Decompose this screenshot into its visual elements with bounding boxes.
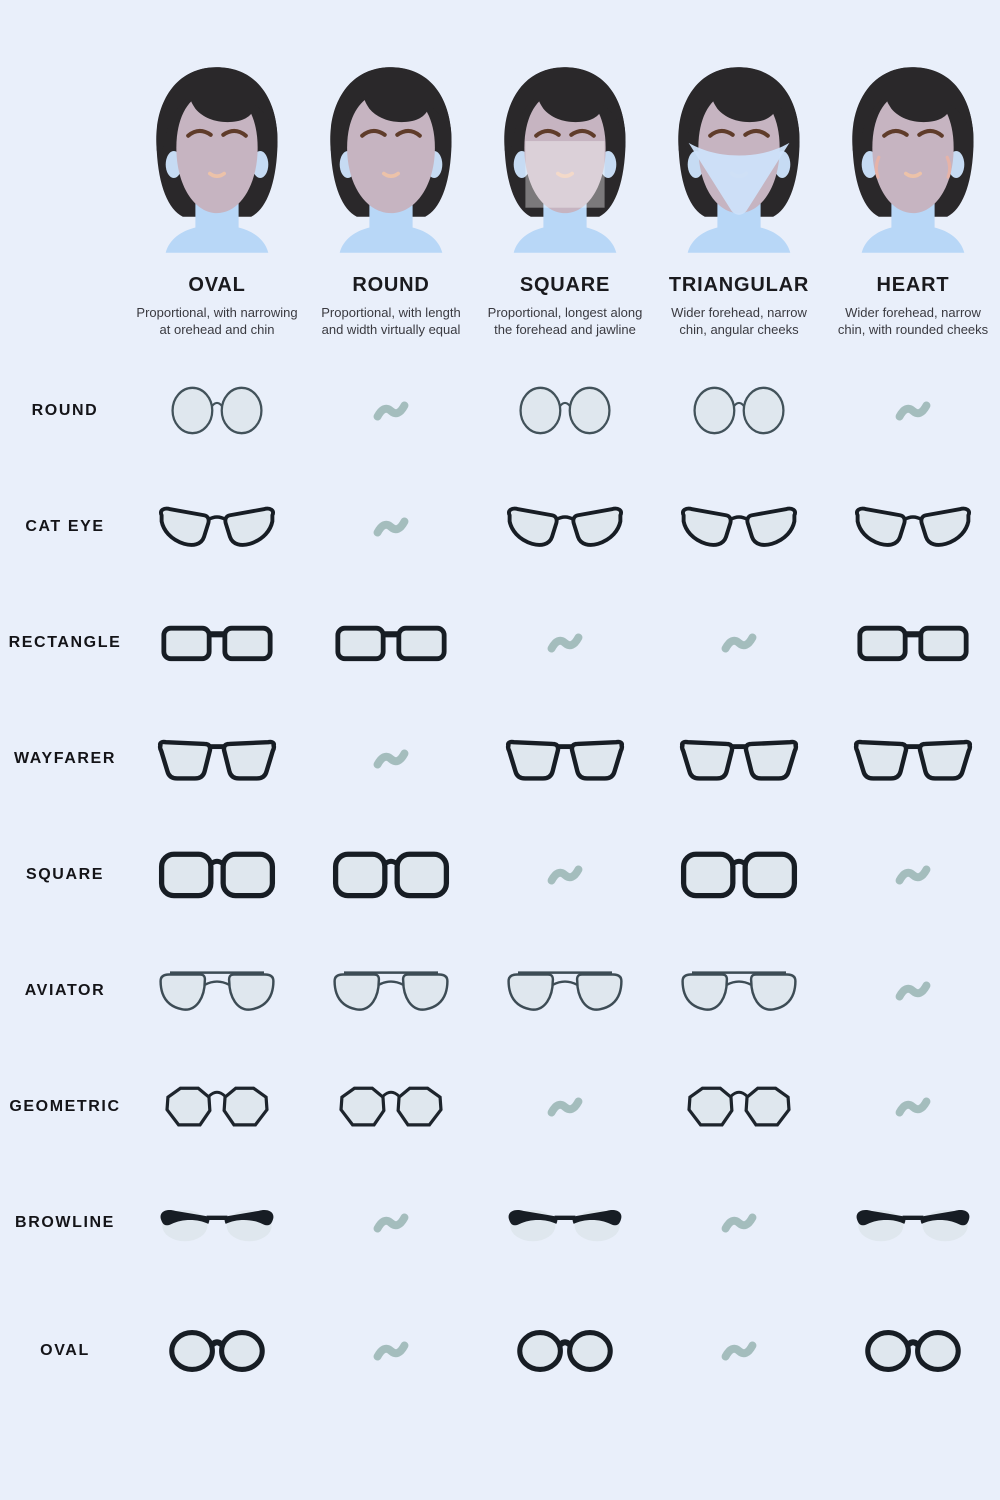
frame-row-geometric [0,1049,1000,1165]
not-recommended-tilde-icon [546,859,584,891]
cell-browline-heart [826,1203,1000,1243]
cell-aviator-triangular [652,967,826,1014]
cell-round-heart [826,395,1000,427]
cell-geometric-round [304,1082,478,1132]
square-glasses-icon [677,849,801,900]
round-face-illustration [310,56,472,264]
round-glasses-icon [687,383,791,438]
cateye-glasses-icon [852,504,974,549]
compatibility-grid [0,353,1000,1421]
frame-row-rectangle [0,585,1000,701]
cateye-glasses-icon [678,504,800,549]
cell-browline-square [478,1203,652,1243]
frame-style-label: BROWLINE [15,1213,115,1231]
face-column-heart [826,56,1000,339]
frame-row-aviator [0,933,1000,1049]
cell-oval-heart [826,1327,1000,1375]
frame-row-cateye [0,469,1000,585]
round-glasses-icon [165,383,269,438]
cell-aviator-round [304,967,478,1014]
square-glasses-icon [329,849,453,900]
face-column-round [304,56,478,339]
not-recommended-tilde-icon [372,1335,410,1367]
cell-aviator-oval [130,967,304,1014]
cell-oval-square [478,1327,652,1375]
aviator-glasses-icon [151,967,283,1014]
triangular-face-illustration [658,56,820,264]
cell-aviator-heart [826,975,1000,1007]
cell-browline-triangular [652,1207,826,1239]
oval-face-illustration [136,56,298,264]
frame-style-label: ROUND [31,401,99,419]
not-recommended-tilde-icon [720,1335,758,1367]
square-glasses-icon [155,849,279,900]
not-recommended-tilde-icon [720,1207,758,1239]
cell-cateye-square [478,504,652,549]
cell-wayfarer-heart [826,736,1000,782]
square-face-illustration [484,56,646,264]
frame-style-label: GEOMETRIC [9,1097,121,1115]
cell-cateye-round [304,511,478,543]
cell-rectangle-heart [826,622,1000,664]
cell-cateye-heart [826,504,1000,549]
not-recommended-tilde-icon [894,859,932,891]
cell-round-oval [130,383,304,438]
rectangle-glasses-icon [156,622,278,664]
oval-glasses-icon [166,1327,268,1375]
face-column-triangular [652,56,826,339]
frame-row-oval [0,1281,1000,1421]
cell-square-round [304,849,478,900]
cell-browline-oval [130,1203,304,1243]
cell-geometric-square [478,1091,652,1123]
cell-round-triangular [652,383,826,438]
round-glasses-icon [513,383,617,438]
frame-style-label: OVAL [40,1341,90,1359]
cell-rectangle-round [304,622,478,664]
wayfarer-glasses-icon [851,736,975,782]
aviator-glasses-icon [325,967,457,1014]
cell-geometric-oval [130,1082,304,1132]
face-column-oval [130,56,304,339]
cell-oval-oval [130,1327,304,1375]
cell-cateye-triangular [652,504,826,549]
frame-row-wayfarer [0,701,1000,817]
not-recommended-tilde-icon [372,511,410,543]
oval-glasses-icon [862,1327,964,1375]
face-shape-description: Proportional, longest along the forehead and jawline [487,305,643,337]
frame-style-label: SQUARE [25,865,105,883]
face-shape-description: Proportional, with narrowing at orehead and chin [136,305,298,337]
cell-cateye-oval [130,504,304,549]
not-recommended-tilde-icon [372,743,410,775]
cell-round-round [304,395,478,427]
wayfarer-glasses-icon [677,736,801,782]
frame-row-square [0,817,1000,933]
aviator-glasses-icon [673,967,805,1014]
cell-round-square [478,383,652,438]
not-recommended-tilde-icon [894,975,932,1007]
face-shape-label: OVAL [188,274,246,296]
not-recommended-tilde-icon [372,1207,410,1239]
aviator-glasses-icon [499,967,631,1014]
wayfarer-glasses-icon [503,736,627,782]
cell-aviator-square [478,967,652,1014]
cateye-glasses-icon [504,504,626,549]
cateye-glasses-icon [156,504,278,549]
cell-square-triangular [652,849,826,900]
frame-style-label: RECTANGLE [8,633,122,651]
frame-style-label: WAYFARER [13,749,116,767]
not-recommended-tilde-icon [546,627,584,659]
cell-wayfarer-oval [130,736,304,782]
rectangle-glasses-icon [852,622,974,664]
not-recommended-tilde-icon [546,1091,584,1123]
cell-square-heart [826,859,1000,891]
cell-geometric-triangular [652,1082,826,1132]
face-shape-label: ROUND [352,274,430,296]
browline-glasses-icon [156,1203,278,1243]
cell-square-oval [130,849,304,900]
face-shape-label: HEART [876,274,950,296]
browline-glasses-icon [852,1203,974,1243]
face-shape-description: Wider forehead, narrow chin, angular cheeks [671,305,807,337]
cell-rectangle-triangular [652,627,826,659]
not-recommended-tilde-icon [372,395,410,427]
face-shape-description: Wider forehead, narrow chin, with rounded cheeks [837,305,989,337]
not-recommended-tilde-icon [894,1091,932,1123]
wayfarer-glasses-icon [155,736,279,782]
cell-wayfarer-square [478,736,652,782]
cell-browline-round [304,1207,478,1239]
frame-row-browline [0,1165,1000,1281]
not-recommended-tilde-icon [894,395,932,427]
frame-style-label: CAT EYE [25,517,105,535]
frame-row-round [0,353,1000,469]
geometric-glasses-icon [333,1082,449,1132]
face-shape-description: Proportional, with length and width virtually equal [321,305,461,337]
cell-rectangle-oval [130,622,304,664]
oval-glasses-icon [514,1327,616,1375]
face-column-square [478,56,652,339]
cell-rectangle-square [478,627,652,659]
cell-geometric-heart [826,1091,1000,1123]
cell-oval-triangular [652,1335,826,1367]
cell-square-square [478,859,652,891]
geometric-glasses-icon [681,1082,797,1132]
face-shape-label: TRIANGULAR [668,274,810,296]
frame-style-label: AVIATOR [24,981,106,999]
heart-face-illustration [832,56,994,264]
face-shape-label: SQUARE [519,274,611,296]
geometric-glasses-icon [159,1082,275,1132]
browline-glasses-icon [504,1203,626,1243]
not-recommended-tilde-icon [720,627,758,659]
cell-wayfarer-triangular [652,736,826,782]
cell-wayfarer-round [304,743,478,775]
cell-oval-round [304,1335,478,1367]
face-shapes-header [130,0,1000,339]
rectangle-glasses-icon [330,622,452,664]
